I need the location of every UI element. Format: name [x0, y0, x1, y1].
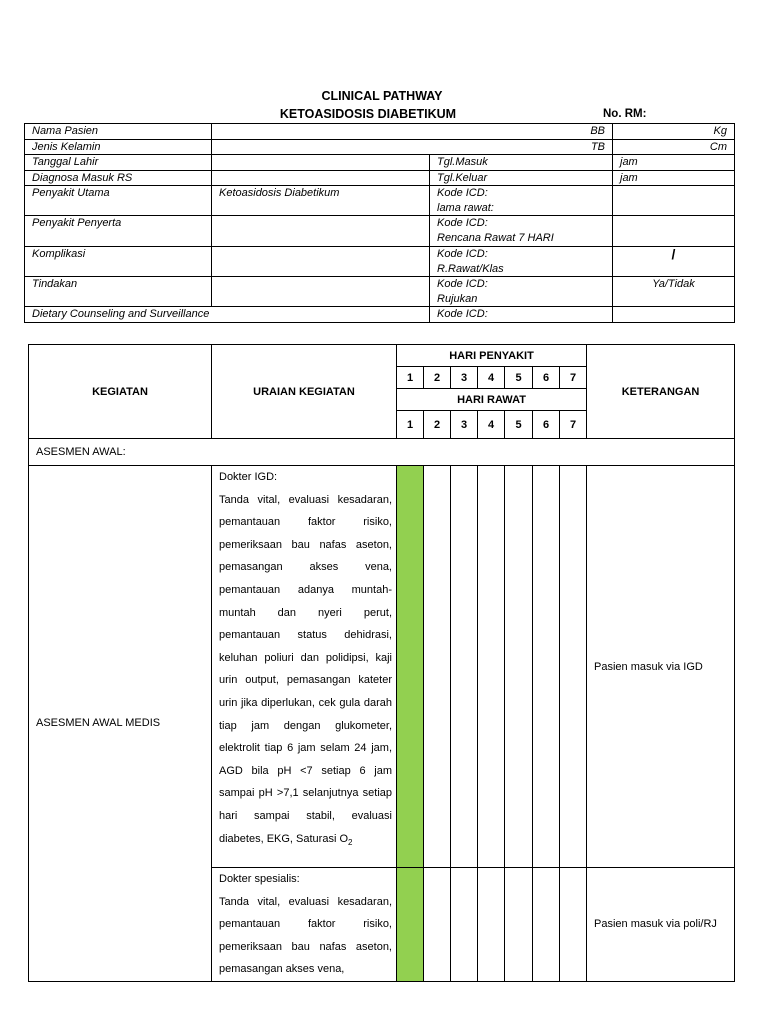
- day-1-checkbox[interactable]: [397, 466, 424, 868]
- hari-rawat-6: 6: [533, 411, 560, 439]
- keterangan-poli: Pasien masuk via poli/RJ: [587, 868, 735, 982]
- tgl-keluar-label: Tgl.Keluar: [430, 170, 613, 186]
- dokter-spesialis-text: Tanda vital, evaluasi kesadaran, pemantauan faktor risiko, pemeriksaan bau nafas aseton, pemasangan akses vena,: [219, 895, 392, 976]
- day-5-checkbox[interactable]: [505, 466, 533, 868]
- no-rm-label: No. RM:: [603, 108, 647, 120]
- day-6-checkbox[interactable]: [533, 466, 560, 868]
- dokter-igd-text: Tanda vital, evaluasi kesadaran, pemantauan faktor risiko, pemeriksaan bau nafas aseton, pemasangan akses vena, pemantauan adanya muntah-muntah dan nyeri perut, pemantauan status dehidrasi, keluhan poliuri dan polidipsi, kaji urin output, pemasangan kateter urin jika diperlukan, cek gula darah tiap jam dengan glukometer, elektrolit tiap 6 jam selam 24 jam, AGD bila pH <7 setiap 6 jam sampai pH >7,1 selanjutnya setiap hari sampai stabil, evaluasi diabetes, EKG, Saturasi O: [219, 493, 392, 845]
- kg-label: Kg: [613, 124, 735, 140]
- kode-icd-dietary-label: Kode ICD:: [430, 307, 613, 323]
- day-2-checkbox[interactable]: [424, 868, 451, 982]
- day-2-checkbox[interactable]: [424, 466, 451, 868]
- tanggal-lahir-label: Tanggal Lahir: [25, 155, 212, 171]
- hari-rawat-2: 2: [424, 411, 451, 439]
- day-7-checkbox[interactable]: [560, 466, 587, 868]
- diagnosa-masuk-value: [212, 170, 430, 186]
- day-7-checkbox[interactable]: [560, 868, 587, 982]
- patient-info-table: [24, 123, 735, 323]
- penyakit-penyerta-label: Penyakit Penyerta: [25, 216, 212, 247]
- document-subtitle: KETOASIDOSIS DIABETIKUM: [279, 107, 457, 121]
- tindakan-label: Tindakan: [25, 277, 212, 307]
- tb-label: TB: [212, 139, 613, 155]
- asesmen-awal-section: ASESMEN AWAL:: [29, 439, 735, 466]
- hari-penyakit-header: HARI PENYAKIT: [397, 345, 587, 367]
- hari-penyakit-7: 7: [560, 367, 587, 389]
- hari-penyakit-5: 5: [505, 367, 533, 389]
- keterangan-header: KETERANGAN: [587, 345, 735, 439]
- rawat-klas-label: R.Rawat/Klas: [437, 262, 504, 275]
- asesmen-awal-medis-label: ASESMEN AWAL MEDIS: [29, 466, 212, 982]
- rujukan-label: Rujukan: [437, 292, 478, 305]
- kode-icd-tindakan-cell: [430, 277, 613, 307]
- hari-penyakit-1: 1: [397, 367, 424, 389]
- uraian-header: URAIAN KEGIATAN: [212, 345, 397, 439]
- hari-penyakit-6: 6: [533, 367, 560, 389]
- kode-icd-label: Kode ICD:: [437, 217, 488, 229]
- jam-masuk-label: jam: [613, 155, 735, 171]
- hari-rawat-1: 1: [397, 411, 424, 439]
- lama-rawat-label: lama rawat:: [437, 201, 494, 214]
- kegiatan-header: KEGIATAN: [29, 345, 212, 439]
- slash-mark: /: [671, 246, 676, 262]
- kode-icd-label: Kode ICD:: [437, 187, 488, 199]
- dokter-igd-label: Dokter IGD:: [219, 471, 278, 483]
- hari-rawat-header: HARI RAWAT: [397, 389, 587, 411]
- dietary-label: Dietary Counseling and Surveillance: [25, 307, 430, 323]
- penyakit-utama-label: Penyakit Utama: [25, 186, 212, 216]
- nama-pasien-label: Nama Pasien: [25, 124, 212, 140]
- kode-icd-penyerta-cell: [430, 216, 613, 247]
- hari-penyakit-2: 2: [424, 367, 451, 389]
- hari-penyakit-4: 4: [478, 367, 505, 389]
- jenis-kelamin-label: Jenis Kelamin: [25, 139, 212, 155]
- dokter-spesialis-label: Dokter spesialis:: [219, 873, 300, 885]
- hari-rawat-5: 5: [505, 411, 533, 439]
- tgl-masuk-label: Tgl.Masuk: [430, 155, 613, 171]
- komplikasi-label: Komplikasi: [25, 247, 212, 277]
- day-4-checkbox[interactable]: [478, 868, 505, 982]
- day-6-checkbox[interactable]: [533, 868, 560, 982]
- hari-rawat-7: 7: [560, 411, 587, 439]
- hari-rawat-3: 3: [451, 411, 478, 439]
- jam-keluar-label: jam: [613, 170, 735, 186]
- tanggal-lahir-value: [212, 155, 430, 171]
- activity-table: [28, 344, 735, 982]
- day-3-checkbox[interactable]: [451, 466, 478, 868]
- cm-label: Cm: [613, 139, 735, 155]
- dokter-igd-description: [212, 466, 397, 868]
- kode-icd-utama-cell: [430, 186, 613, 216]
- kode-icd-label: Kode ICD:: [437, 278, 488, 290]
- day-4-checkbox[interactable]: [478, 466, 505, 868]
- day-3-checkbox[interactable]: [451, 868, 478, 982]
- hari-rawat-4: 4: [478, 411, 505, 439]
- day-5-checkbox[interactable]: [505, 868, 533, 982]
- keterangan-igd: Pasien masuk via IGD: [587, 466, 735, 868]
- rencana-rawat-label: Rencana Rawat 7 HARI: [437, 231, 554, 244]
- o2-subscript: 2: [348, 837, 353, 847]
- penyakit-utama-value: Ketoasidosis Diabetikum: [212, 186, 430, 216]
- kode-icd-label: Kode ICD:: [437, 248, 488, 260]
- kode-icd-komplikasi-cell: [430, 247, 613, 277]
- day-1-checkbox[interactable]: [397, 868, 424, 982]
- document-title: CLINICAL PATHWAY: [321, 89, 443, 103]
- hari-penyakit-3: 3: [451, 367, 478, 389]
- bb-label: BB: [212, 124, 613, 140]
- ya-tidak-label: Ya/Tidak: [613, 277, 735, 307]
- dokter-spesialis-description: [212, 868, 397, 982]
- diagnosa-masuk-label: Diagnosa Masuk RS: [25, 170, 212, 186]
